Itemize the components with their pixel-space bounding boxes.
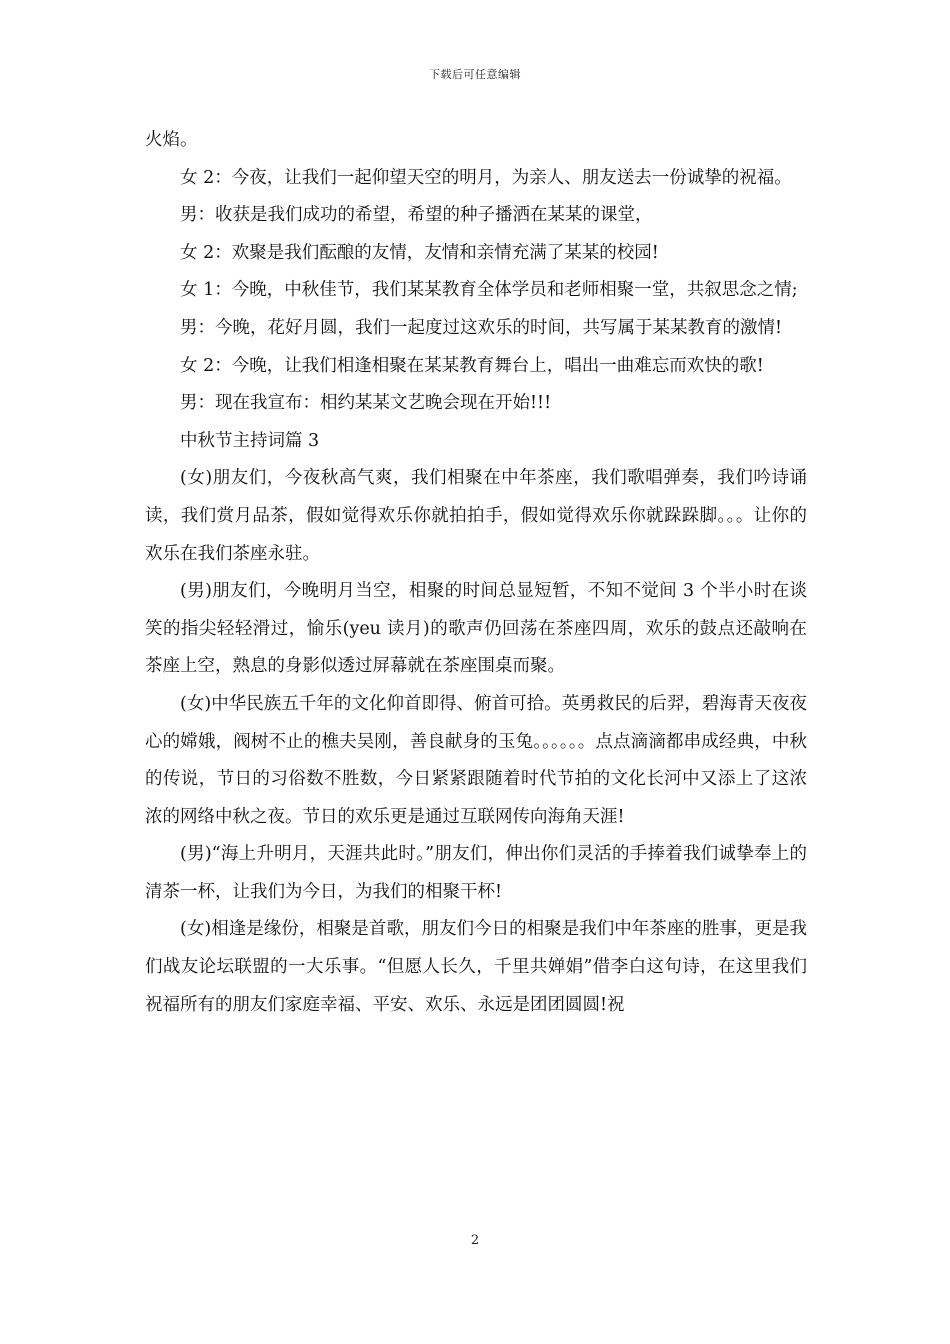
page-header: 下载后可任意编辑 (429, 68, 521, 81)
page-number: 2 (470, 1233, 480, 1248)
paragraph: 女 2：欢聚是我们酝酿的友情，友情和亲情充满了某某的校园! (180, 242, 659, 263)
document-body (145, 122, 807, 1024)
paragraph: 男：现在我宣布：相约某某文艺晚会现在开始!!! (180, 393, 552, 414)
paragraph: 女 2：今夜，让我们一起仰望天空的明月，为亲人、朋友送去一份诚挚的祝福。 (180, 167, 792, 188)
paragraph: (男)“海上升明月，天涯共此时。”朋友们，伸出你们灵活的手捧着我们诚挚奉上的清茶一杯，让我们为今日，为我们的相聚干杯! (145, 844, 807, 902)
paragraph: (女)朋友们，今夜秋高气爽，我们相聚在中年茶座，我们歌唱弹奏，我们吟诗诵读，我们赏月品茶，假如觉得欢乐你就拍拍手，假如觉得欢乐你就跺跺脚。。。让你的欢乐在我们茶座永驻。 (145, 468, 807, 564)
paragraph: 火焰。 (145, 130, 198, 150)
paragraph: 女 2：今晚，让我们相逢相聚在某某教育舞台上，唱出一曲难忘而欢快的歌! (180, 355, 764, 376)
paragraph: 男：今晚，花好月圆，我们一起度过这欢乐的时间，共写属于某某教育的激情! (180, 317, 783, 338)
section-heading: 中秋节主持词篇 3 (180, 430, 320, 451)
paragraph: 男：收获是我们成功的希望，希望的种子播洒在某某的课堂， (180, 205, 653, 226)
paragraph: 女 1：今晚，中秋佳节，我们某某教育全体学员和老师相聚一堂，共叙思念之情; (180, 280, 798, 301)
paragraph: (男)朋友们，今晚明月当空，相聚的时间总显短暂，不知不觉间 3 个半小时在谈笑的指尖轻轻滑过，愉乐(yeu 读月)的歌声仍回荡在茶座四周，欢乐的鼓点还敲响在茶座上空，熟息的身影似透过屏幕就在茶座围桌而聚。 (145, 581, 807, 677)
paragraph: (女)中华民族五千年的文化仰首即得、俯首可拾。英勇救民的后羿，碧海青天夜夜心的嫦娥，阀树不止的樵夫吴刚，善良献身的玉兔。。。。。。点点滴滴都串成经典，中秋的传说，节日的习俗数不胜数，今日紧紧跟随着时代节拍的文化长河中又添上了这浓浓的网络中秋之夜。节日的欢乐更是通过互联网传向海角天涯! (145, 693, 807, 827)
paragraph: (女)相逢是缘份，相聚是首歌，朋友们今日的相聚是我们中年茶座的胜事，更是我们战友论坛联盟的一大乐事。“但愿人长久，千里共婵娟”借李白这句诗，在这里我们祝福所有的朋友们家庭幸福、平安、欢乐、永远是团团圆圆!祝 (145, 919, 807, 1015)
